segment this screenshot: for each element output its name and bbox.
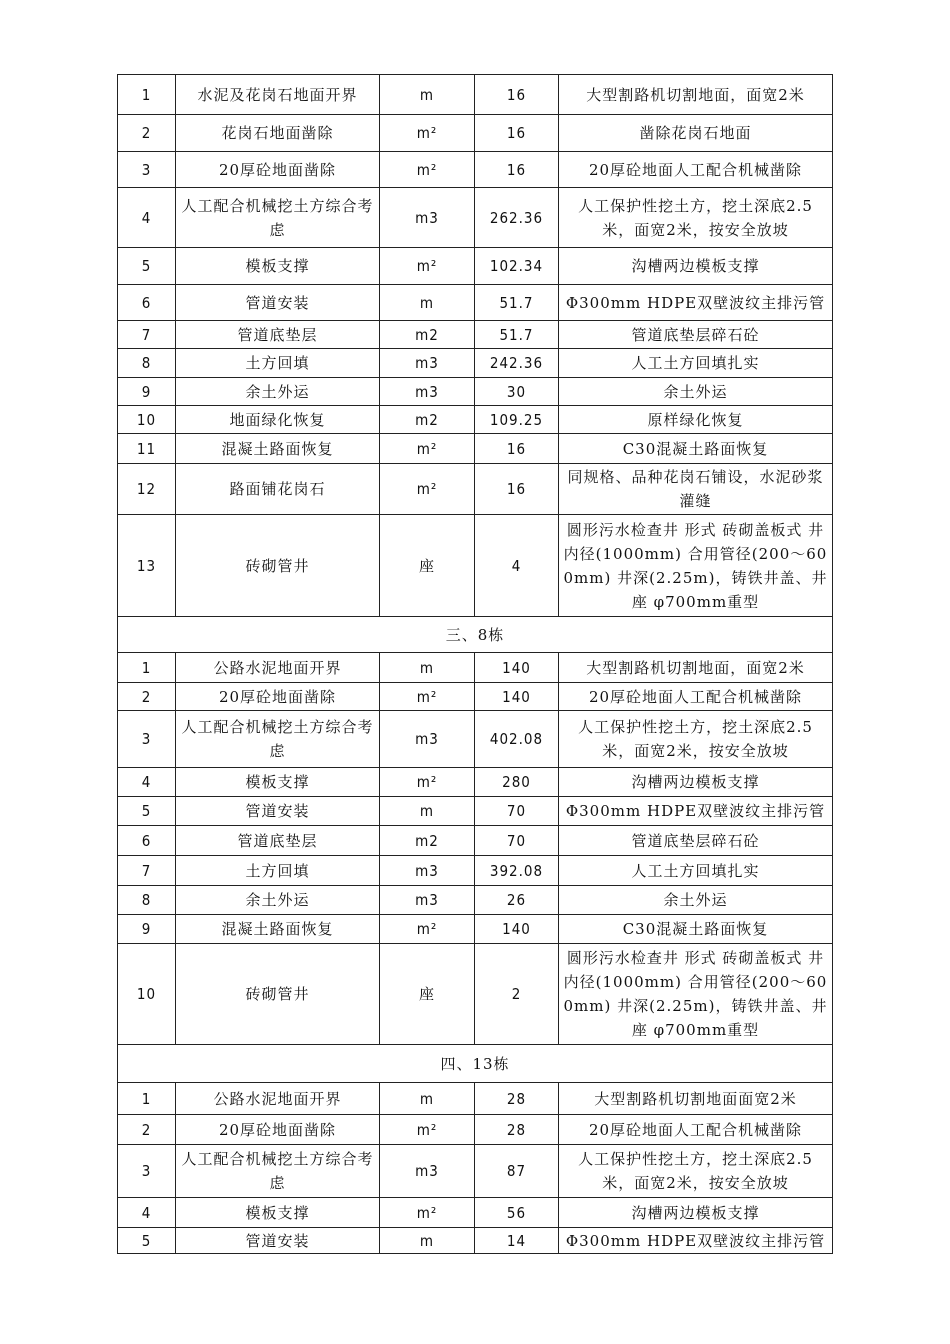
unit-cell: m² xyxy=(380,915,475,944)
row-number: 3 xyxy=(118,1145,176,1198)
unit-cell: m3 xyxy=(380,188,475,248)
unit-cell: m² xyxy=(380,768,475,797)
item-name: 路面铺花岗石 xyxy=(176,464,380,515)
table-row xyxy=(118,856,833,886)
unit-cell: m xyxy=(380,75,475,115)
table-row xyxy=(118,683,833,711)
item-name: 管道安装 xyxy=(176,1228,380,1254)
quantity-cell: 28 xyxy=(475,1115,559,1145)
quantity-cell: 140 xyxy=(475,653,559,683)
table-row xyxy=(118,1228,833,1254)
table-row xyxy=(118,378,833,406)
quantity-cell: 280 xyxy=(475,768,559,797)
description-cell: Φ300mm HDPE双壁波纹主排污管 xyxy=(559,1228,833,1254)
item-name: 花岗石地面凿除 xyxy=(176,115,380,152)
table-row xyxy=(118,826,833,856)
unit-cell: m xyxy=(380,285,475,321)
row-number: 3 xyxy=(118,711,176,768)
item-name: 公路水泥地面开界 xyxy=(176,1083,380,1115)
row-number: 2 xyxy=(118,115,176,152)
table-body xyxy=(118,75,833,1254)
unit-cell: m3 xyxy=(380,856,475,886)
quantity-cell: 242.36 xyxy=(475,349,559,378)
row-number: 7 xyxy=(118,856,176,886)
description-cell: 余土外运 xyxy=(559,886,833,915)
description-cell: 人工保护性挖土方，挖土深底2.5米，面宽2米，按安全放坡 xyxy=(559,188,833,248)
unit-cell: m xyxy=(380,1083,475,1115)
section-header-row xyxy=(118,617,833,653)
row-number: 2 xyxy=(118,1115,176,1145)
quantity-cell: 87 xyxy=(475,1145,559,1198)
item-name: 模板支撑 xyxy=(176,248,380,285)
unit-cell: m xyxy=(380,797,475,826)
description-cell: 沟槽两边模板支撑 xyxy=(559,1198,833,1228)
quantity-cell: 262.36 xyxy=(475,188,559,248)
quantity-cell: 30 xyxy=(475,378,559,406)
row-number: 10 xyxy=(118,406,176,434)
description-cell: 大型割路机切割地面，面宽2米 xyxy=(559,75,833,115)
quantity-cell: 402.08 xyxy=(475,711,559,768)
unit-cell: 座 xyxy=(380,515,475,617)
quantity-cell: 2 xyxy=(475,944,559,1045)
row-number: 6 xyxy=(118,826,176,856)
description-cell: 大型割路机切割地面，面宽2米 xyxy=(559,653,833,683)
row-number: 5 xyxy=(118,797,176,826)
table-row xyxy=(118,321,833,349)
table-row xyxy=(118,152,833,188)
description-cell: C30混凝土路面恢复 xyxy=(559,434,833,464)
quantity-cell: 28 xyxy=(475,1083,559,1115)
row-number: 4 xyxy=(118,768,176,797)
unit-cell: m3 xyxy=(380,349,475,378)
table-row xyxy=(118,653,833,683)
item-name: 余土外运 xyxy=(176,378,380,406)
row-number: 10 xyxy=(118,944,176,1045)
table-row xyxy=(118,248,833,285)
item-name: 砖砌管井 xyxy=(176,944,380,1045)
quantity-cell: 56 xyxy=(475,1198,559,1228)
unit-cell: m xyxy=(380,1228,475,1254)
description-cell: 大型割路机切割地面面宽2米 xyxy=(559,1083,833,1115)
row-number: 9 xyxy=(118,915,176,944)
unit-cell: m² xyxy=(380,115,475,152)
item-name: 20厚砼地面凿除 xyxy=(176,1115,380,1145)
table-row xyxy=(118,75,833,115)
quantity-cell: 392.08 xyxy=(475,856,559,886)
quantity-cell: 51.7 xyxy=(475,285,559,321)
item-name: 管道底垫层 xyxy=(176,321,380,349)
table-row xyxy=(118,406,833,434)
row-number: 13 xyxy=(118,515,176,617)
table-row xyxy=(118,1145,833,1198)
row-number: 12 xyxy=(118,464,176,515)
table-row xyxy=(118,1083,833,1115)
row-number: 3 xyxy=(118,152,176,188)
section-title: 三、8栋 xyxy=(118,617,833,653)
item-name: 混凝土路面恢复 xyxy=(176,434,380,464)
item-name: 管道底垫层 xyxy=(176,826,380,856)
work-items-table xyxy=(117,74,833,1254)
row-number: 11 xyxy=(118,434,176,464)
table-row xyxy=(118,915,833,944)
unit-cell: m² xyxy=(380,434,475,464)
description-cell: 20厚砼地面人工配合机械凿除 xyxy=(559,1115,833,1145)
unit-cell: m² xyxy=(380,152,475,188)
quantity-cell: 26 xyxy=(475,886,559,915)
row-number: 1 xyxy=(118,653,176,683)
table-row xyxy=(118,515,833,617)
quantity-cell: 4 xyxy=(475,515,559,617)
row-number: 4 xyxy=(118,188,176,248)
row-number: 5 xyxy=(118,1228,176,1254)
description-cell: 沟槽两边模板支撑 xyxy=(559,768,833,797)
row-number: 4 xyxy=(118,1198,176,1228)
item-name: 模板支撑 xyxy=(176,768,380,797)
item-name: 混凝土路面恢复 xyxy=(176,915,380,944)
unit-cell: 座 xyxy=(380,944,475,1045)
quantity-cell: 51.7 xyxy=(475,321,559,349)
description-cell: 人工保护性挖土方，挖土深底2.5米，面宽2米，按安全放坡 xyxy=(559,711,833,768)
unit-cell: m² xyxy=(380,1198,475,1228)
quantity-cell: 140 xyxy=(475,915,559,944)
unit-cell: m2 xyxy=(380,321,475,349)
quantity-cell: 140 xyxy=(475,683,559,711)
description-cell: 原样绿化恢复 xyxy=(559,406,833,434)
row-number: 1 xyxy=(118,1083,176,1115)
description-cell: 管道底垫层碎石砼 xyxy=(559,826,833,856)
description-cell: 人工保护性挖土方，挖土深底2.5米，面宽2米，按安全放坡 xyxy=(559,1145,833,1198)
row-number: 6 xyxy=(118,285,176,321)
unit-cell: m2 xyxy=(380,406,475,434)
unit-cell: m² xyxy=(380,464,475,515)
item-name: 人工配合机械挖土方综合考虑 xyxy=(176,188,380,248)
table-row xyxy=(118,711,833,768)
item-name: 余土外运 xyxy=(176,886,380,915)
description-cell: 圆形污水检查井 形式 砖砌盖板式 井内径(1000mm) 合用管径(200～600mm) 井深(2.25m)，铸铁井盖、井座 φ700mm重型 xyxy=(559,515,833,617)
unit-cell: m3 xyxy=(380,886,475,915)
quantity-cell: 16 xyxy=(475,152,559,188)
item-name: 土方回填 xyxy=(176,349,380,378)
item-name: 水泥及花岗石地面开界 xyxy=(176,75,380,115)
quantity-cell: 102.34 xyxy=(475,248,559,285)
description-cell: 管道底垫层碎石砼 xyxy=(559,321,833,349)
quantity-cell: 16 xyxy=(475,434,559,464)
description-cell: 圆形污水检查井 形式 砖砌盖板式 井内径(1000mm) 合用管径(200～600mm) 井深(2.25m)，铸铁井盖、井座 φ700mm重型 xyxy=(559,944,833,1045)
description-cell: 人工土方回填扎实 xyxy=(559,349,833,378)
row-number: 1 xyxy=(118,75,176,115)
description-cell: 沟槽两边模板支撑 xyxy=(559,248,833,285)
description-cell: Φ300mm HDPE双壁波纹主排污管 xyxy=(559,797,833,826)
quantity-cell: 16 xyxy=(475,115,559,152)
unit-cell: m² xyxy=(380,248,475,285)
quantity-cell: 70 xyxy=(475,826,559,856)
row-number: 9 xyxy=(118,378,176,406)
table-row xyxy=(118,349,833,378)
quantity-cell: 70 xyxy=(475,797,559,826)
description-cell: C30混凝土路面恢复 xyxy=(559,915,833,944)
item-name: 砖砌管井 xyxy=(176,515,380,617)
item-name: 管道安装 xyxy=(176,797,380,826)
row-number: 5 xyxy=(118,248,176,285)
quantity-cell: 16 xyxy=(475,464,559,515)
table-row xyxy=(118,768,833,797)
item-name: 公路水泥地面开界 xyxy=(176,653,380,683)
section-header-row xyxy=(118,1045,833,1083)
table-row xyxy=(118,886,833,915)
description-cell: 凿除花岗石地面 xyxy=(559,115,833,152)
section-title: 四、13栋 xyxy=(118,1045,833,1083)
description-cell: 余土外运 xyxy=(559,378,833,406)
item-name: 人工配合机械挖土方综合考虑 xyxy=(176,1145,380,1198)
unit-cell: m3 xyxy=(380,711,475,768)
row-number: 8 xyxy=(118,349,176,378)
unit-cell: m3 xyxy=(380,1145,475,1198)
item-name: 管道安装 xyxy=(176,285,380,321)
unit-cell: m² xyxy=(380,683,475,711)
row-number: 8 xyxy=(118,886,176,915)
item-name: 20厚砼地面凿除 xyxy=(176,683,380,711)
item-name: 20厚砼地面凿除 xyxy=(176,152,380,188)
item-name: 土方回填 xyxy=(176,856,380,886)
item-name: 模板支撑 xyxy=(176,1198,380,1228)
quantity-cell: 109.25 xyxy=(475,406,559,434)
table-row xyxy=(118,188,833,248)
table-row xyxy=(118,464,833,515)
unit-cell: m2 xyxy=(380,826,475,856)
description-cell: Φ300mm HDPE双壁波纹主排污管 xyxy=(559,285,833,321)
description-cell: 20厚砼地面人工配合机械凿除 xyxy=(559,152,833,188)
quantity-cell: 16 xyxy=(475,75,559,115)
unit-cell: m xyxy=(380,653,475,683)
table-row xyxy=(118,115,833,152)
description-cell: 20厚砼地面人工配合机械凿除 xyxy=(559,683,833,711)
quantity-cell: 14 xyxy=(475,1228,559,1254)
item-name: 人工配合机械挖土方综合考虑 xyxy=(176,711,380,768)
table-row xyxy=(118,944,833,1045)
table-row xyxy=(118,797,833,826)
description-cell: 同规格、品种花岗石铺设，水泥砂浆灌缝 xyxy=(559,464,833,515)
unit-cell: m3 xyxy=(380,378,475,406)
table-row xyxy=(118,285,833,321)
description-cell: 人工土方回填扎实 xyxy=(559,856,833,886)
row-number: 2 xyxy=(118,683,176,711)
row-number: 7 xyxy=(118,321,176,349)
item-name: 地面绿化恢复 xyxy=(176,406,380,434)
table-row xyxy=(118,1198,833,1228)
unit-cell: m² xyxy=(380,1115,475,1145)
table-row xyxy=(118,1115,833,1145)
table-row xyxy=(118,434,833,464)
